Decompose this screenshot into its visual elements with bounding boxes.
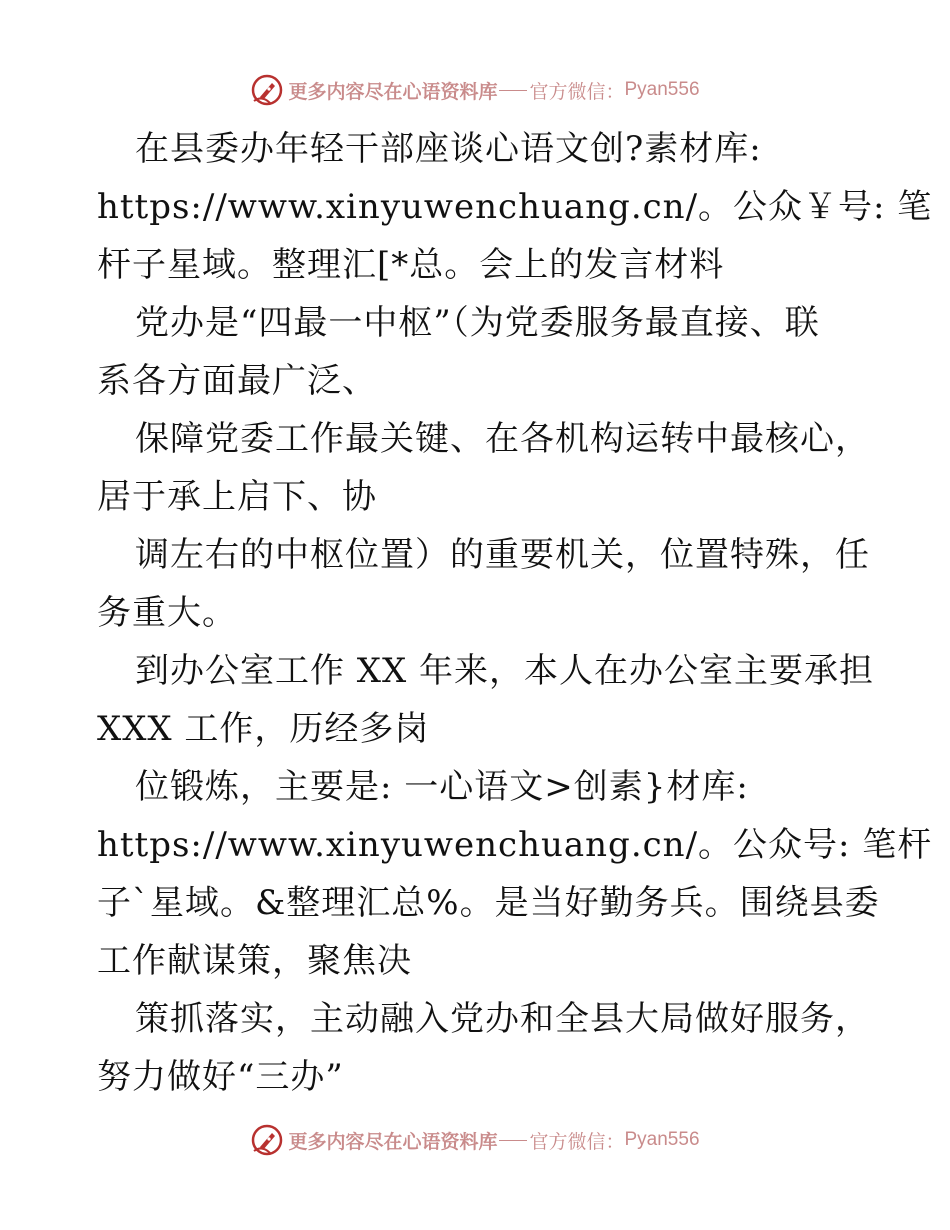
- text-line: 位锻炼，主要是: 一心语文>创素}材库:: [135, 767, 749, 807]
- text-line: 在县委办年轻干部座谈心语文创?素材库:: [135, 129, 762, 169]
- banner-wechat-account: Pyan556: [624, 1129, 700, 1150]
- text-line: 工作献谋策，聚焦决: [97, 941, 412, 981]
- banner-slogan: 更多内容尽在心语资料库: [288, 1130, 498, 1153]
- text-line: 保障党委工作最关键、在各机构运转中最核心，: [135, 419, 870, 459]
- text-line: 务重大。: [97, 593, 237, 633]
- text-line: 努力做好“三办”: [97, 1057, 344, 1097]
- text-line: 策抓落实，主动融入党办和全县大局做好服务，: [135, 999, 870, 1039]
- header-banner: [0, 70, 950, 110]
- pen-nib-logo-icon: [250, 1123, 284, 1157]
- text-line: https://www.xinyuwenchuang.cn/。公众￥号: 笔: [97, 187, 933, 227]
- document-body: [97, 120, 933, 1106]
- text-line: 杆子星域。整理汇[*总。会上的发言材料: [97, 245, 725, 285]
- banner-dash: [499, 1140, 527, 1141]
- text-line: 系各方面最广泛、: [97, 361, 377, 401]
- text-line: XXX 工作，历经多岗: [97, 709, 430, 749]
- banner-wechat-label: 官方微信：: [529, 1130, 625, 1153]
- banner-slogan: 更多内容尽在心语资料库: [288, 80, 498, 103]
- text-line: 居于承上启下、协: [97, 477, 377, 517]
- text-line: 调左右的中枢位置）的重要机关，位置特殊，任: [135, 535, 870, 575]
- text-line: https://www.xinyuwenchuang.cn/。公众号: 笔杆: [97, 825, 933, 865]
- banner-wechat-account: Pyan556: [624, 79, 700, 100]
- text-line: 子`星域。&整理汇总%。是当好勤务兵。围绕县委: [97, 883, 880, 923]
- banner-dash: [499, 90, 527, 91]
- pen-nib-logo-icon: [250, 73, 284, 107]
- footer-banner: [0, 1120, 950, 1160]
- text-line: 到办公室工作 XX 年来，本人在办公室主要承担: [135, 651, 875, 691]
- banner-wechat-label: 官方微信：: [529, 80, 625, 103]
- text-line: 党办是“四最一中枢”（为党委服务最直接、联: [135, 303, 820, 343]
